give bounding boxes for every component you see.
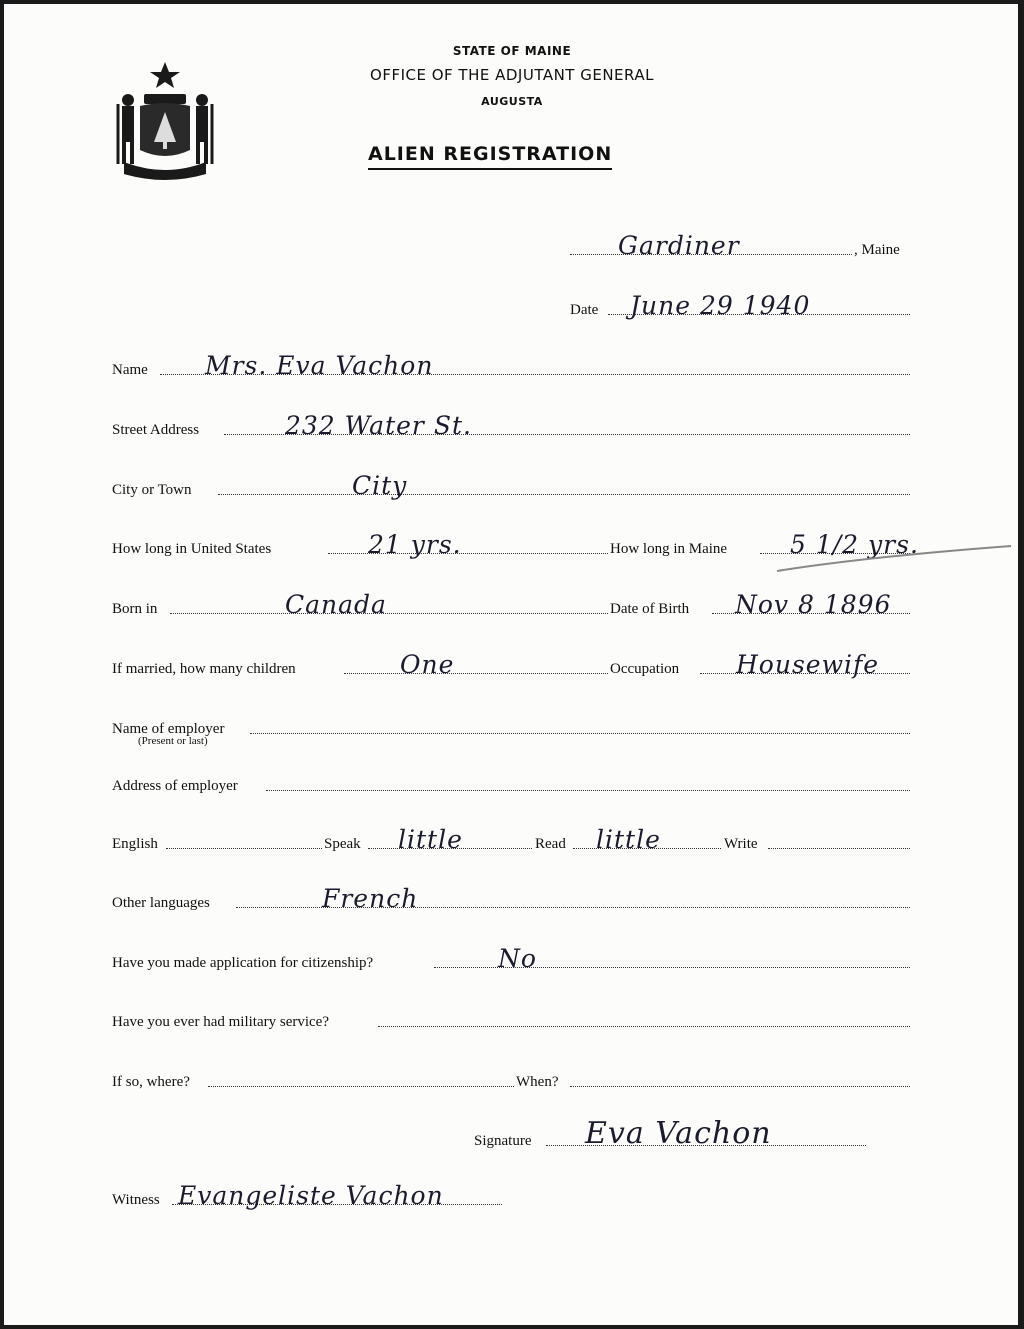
place-suffix: , Maine — [854, 242, 900, 258]
years-in-maine-value: 5 1/2 yrs. — [790, 530, 919, 559]
name-row — [0, 351, 1024, 380]
citizenship-label: Have you made application for citizenship? — [112, 955, 374, 971]
place-row — [0, 231, 1024, 260]
write-label: Write — [724, 836, 758, 852]
street-address-row — [0, 411, 1024, 440]
employer-name-sublabel: (Present or last) — [138, 735, 208, 747]
signature-label: Signature — [474, 1133, 532, 1149]
children-row — [0, 650, 1024, 679]
where-label: If so, where? — [112, 1074, 190, 1090]
city-line — [218, 494, 910, 495]
signature-row — [0, 1116, 1024, 1151]
pen-stroke-mark — [775, 543, 1015, 573]
speak-label: Speak — [324, 836, 361, 852]
years-in-us-label: How long in United States — [112, 541, 272, 557]
city-value: City — [352, 471, 408, 500]
children-line — [344, 673, 608, 674]
signature-value: Eva Vachon — [585, 1116, 772, 1151]
state-heading: STATE OF MAINE — [452, 44, 572, 58]
read-label: Read — [535, 836, 566, 852]
born-in-line — [170, 613, 608, 614]
witness-value: Evangeliste Vachon — [178, 1181, 444, 1210]
born-in-value: Canada — [285, 590, 387, 619]
birth-row — [0, 590, 1024, 619]
citizenship-row — [0, 944, 1024, 973]
date-label: Date — [570, 302, 599, 318]
witness-row — [0, 1181, 1024, 1210]
military-label: Have you ever had military service? — [112, 1014, 329, 1030]
employer-name-label: Name of employer — [112, 721, 225, 737]
years-in-us-value: 21 yrs. — [368, 530, 462, 559]
city-heading: AUGUSTA — [481, 95, 543, 108]
where-line — [208, 1086, 514, 1087]
speak-value: little — [398, 825, 463, 854]
occupation-label: Occupation — [610, 661, 680, 677]
city-label: City or Town — [112, 482, 192, 498]
occupation-value: Housewife — [736, 650, 880, 679]
citizenship-value: No — [498, 944, 537, 973]
when-label: When? — [516, 1074, 559, 1090]
street-address-label: Street Address — [112, 422, 200, 438]
other-languages-label: Other languages — [112, 895, 210, 911]
children-label: If married, how many children — [112, 661, 296, 677]
born-in-label: Born in — [112, 601, 158, 617]
military-line — [378, 1026, 910, 1027]
when-line — [570, 1086, 910, 1087]
date-of-birth-label: Date of Birth — [610, 601, 690, 617]
name-value: Mrs. Eva Vachon — [205, 351, 434, 380]
date-of-birth-value: Nov 8 1896 — [735, 590, 892, 619]
employer-address-line — [266, 790, 910, 791]
employer-address-label: Address of employer — [112, 778, 238, 794]
employer-name-line — [250, 733, 910, 734]
write-line — [768, 848, 910, 849]
children-value: One — [400, 650, 455, 679]
english-line — [166, 848, 322, 849]
english-label: English — [112, 836, 158, 852]
street-address-value: 232 Water St. — [285, 411, 472, 440]
english-row — [0, 825, 1024, 854]
years-in-maine-label: How long in Maine — [610, 541, 728, 557]
employer-address-row — [0, 772, 1024, 796]
place-value: Gardiner — [618, 231, 740, 260]
other-languages-row — [0, 884, 1024, 913]
military-row — [0, 1008, 1024, 1032]
where-when-row — [0, 1068, 1024, 1092]
city-row — [0, 471, 1024, 500]
date-row — [0, 291, 1024, 320]
witness-label: Witness — [112, 1192, 160, 1208]
form-title: ALIEN REGISTRATION — [368, 143, 612, 170]
name-label: Name — [112, 362, 148, 378]
read-value: little — [596, 825, 661, 854]
other-languages-value: French — [322, 884, 419, 913]
office-heading: OFFICE OF THE ADJUTANT GENERAL — [370, 66, 654, 84]
date-value: June 29 1940 — [630, 291, 811, 320]
